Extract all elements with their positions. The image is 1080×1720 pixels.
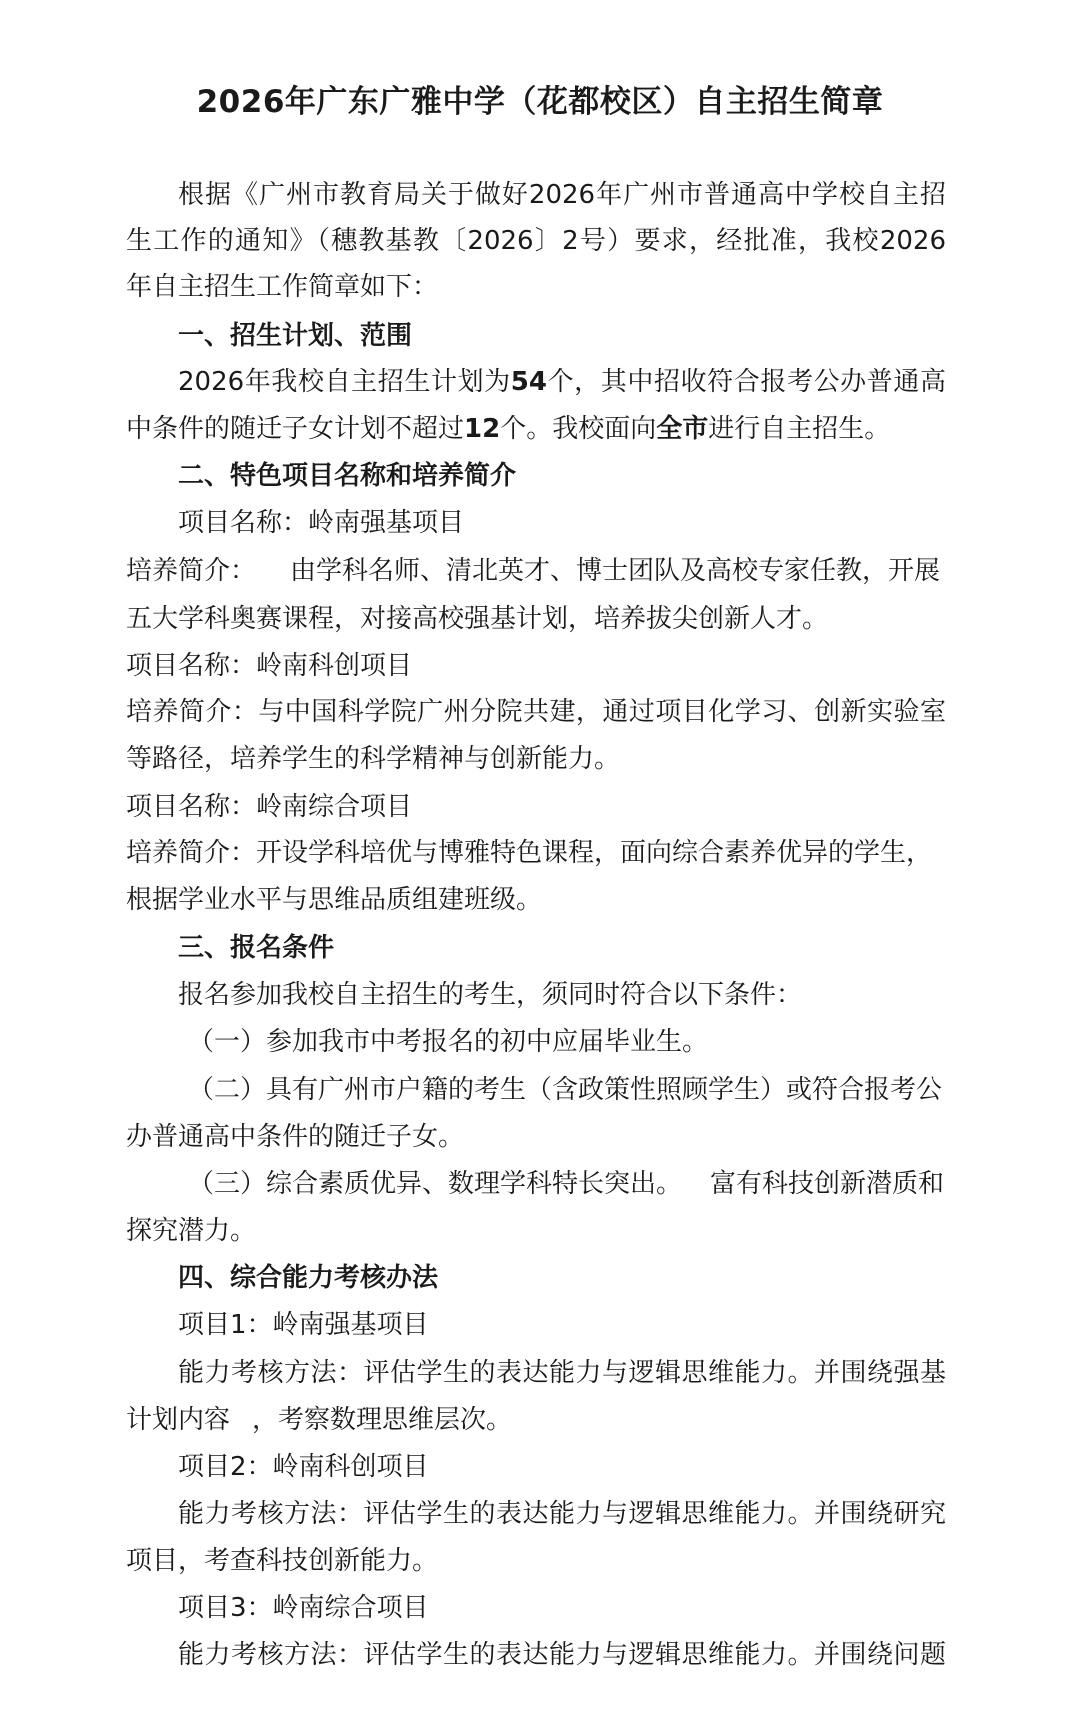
project-3-intro-line-2: 根据学业水平与思维品质组建班级。 <box>126 885 543 915</box>
project-1-name: 项目名称：岭南强基项目 <box>178 508 465 538</box>
condition-2-line-1: （二）具有广州市户籍的考生（含政策性照顾学生）或符合报考公 <box>188 1075 943 1105</box>
section-2-heading: 二、特色项目名称和培养简介 <box>178 461 517 491</box>
project-1-intro-line-1: 培养简介： 由学科名师、清北英才、博士团队及高校专家任教，开展 <box>126 556 941 586</box>
section-3-lead: 报名参加我校自主招生的考生，须同时符合以下条件： <box>178 980 803 1010</box>
assess-project-2-name: 项目2：岭南科创项目 <box>178 1452 429 1482</box>
assess-project-2-method-line-2: 项目，考查科技创新能力。 <box>126 1546 439 1576</box>
assess-project-3-method-line-1: 能力考核方法：评估学生的表达能力与逻辑思维能力。并围绕问题 <box>178 1640 946 1670</box>
condition-3-line-1: （三）综合素质优异、数理学科特长突出。 富有科技创新潜质和 <box>188 1169 945 1199</box>
project-3-intro-line-1: 培养简介：开设学科培优与博雅特色课程，面向综合素养优异的学生， <box>126 838 933 868</box>
section-1-line-2: 中条件的随迁子女计划不超过12个。我校面向全市进行自主招生。 <box>126 414 891 444</box>
intro-line-3: 年自主招生工作简章如下： <box>126 272 439 302</box>
project-2-intro-line-2: 等路径，培养学生的科学精神与创新能力。 <box>126 744 621 774</box>
assess-project-2-method-line-1: 能力考核方法：评估学生的表达能力与逻辑思维能力。并围绕研究 <box>178 1499 946 1529</box>
section-1-heading: 一、招生计划、范围 <box>178 321 413 351</box>
section-1-line-1: 2026年我校自主招生计划为54个，其中招收符合报考公办普通高 <box>178 367 946 397</box>
condition-2-line-2: 办普通高中条件的随迁子女。 <box>126 1122 465 1152</box>
condition-1: （一）参加我市中考报名的初中应届毕业生。 <box>188 1027 709 1057</box>
scope-city: 全市 <box>656 414 709 444</box>
intro-line-2: 生工作的通知》（穗教基教〔2026〕2号）要求，经批准，我校2026 <box>126 226 946 256</box>
project-2-intro-line-1: 培养简介：与中国科学院广州分院共建，通过项目化学习、创新实验室 <box>126 697 946 727</box>
section-3-heading: 三、报名条件 <box>178 933 335 963</box>
project-1-intro-line-2: 五大学科奥赛课程，对接高校强基计划，培养拔尖创新人才。 <box>126 604 829 634</box>
section-4-heading: 四、综合能力考核办法 <box>178 1263 439 1293</box>
assess-project-1-method-line-1: 能力考核方法：评估学生的表达能力与逻辑思维能力。并围绕强基 <box>178 1358 946 1388</box>
project-3-name: 项目名称：岭南综合项目 <box>126 792 413 822</box>
intro-line-1: 根据《广州市教育局关于做好2026年广州市普通高中学校自主招 <box>178 180 946 210</box>
document-title: 2026年广东广雅中学（花都校区）自主招生简章 <box>196 84 884 120</box>
assess-project-1-method-line-2: 计划内容 ，考察数理思维层次。 <box>126 1405 513 1435</box>
condition-3-line-2: 探究潜力。 <box>126 1216 257 1246</box>
project-2-name: 项目名称：岭南科创项目 <box>126 651 413 681</box>
assess-project-1-name: 项目1：岭南强基项目 <box>178 1310 429 1340</box>
quota-migrant: 12 <box>464 414 501 444</box>
quota-total: 54 <box>510 367 547 397</box>
assess-project-3-name: 项目3：岭南综合项目 <box>178 1593 429 1623</box>
